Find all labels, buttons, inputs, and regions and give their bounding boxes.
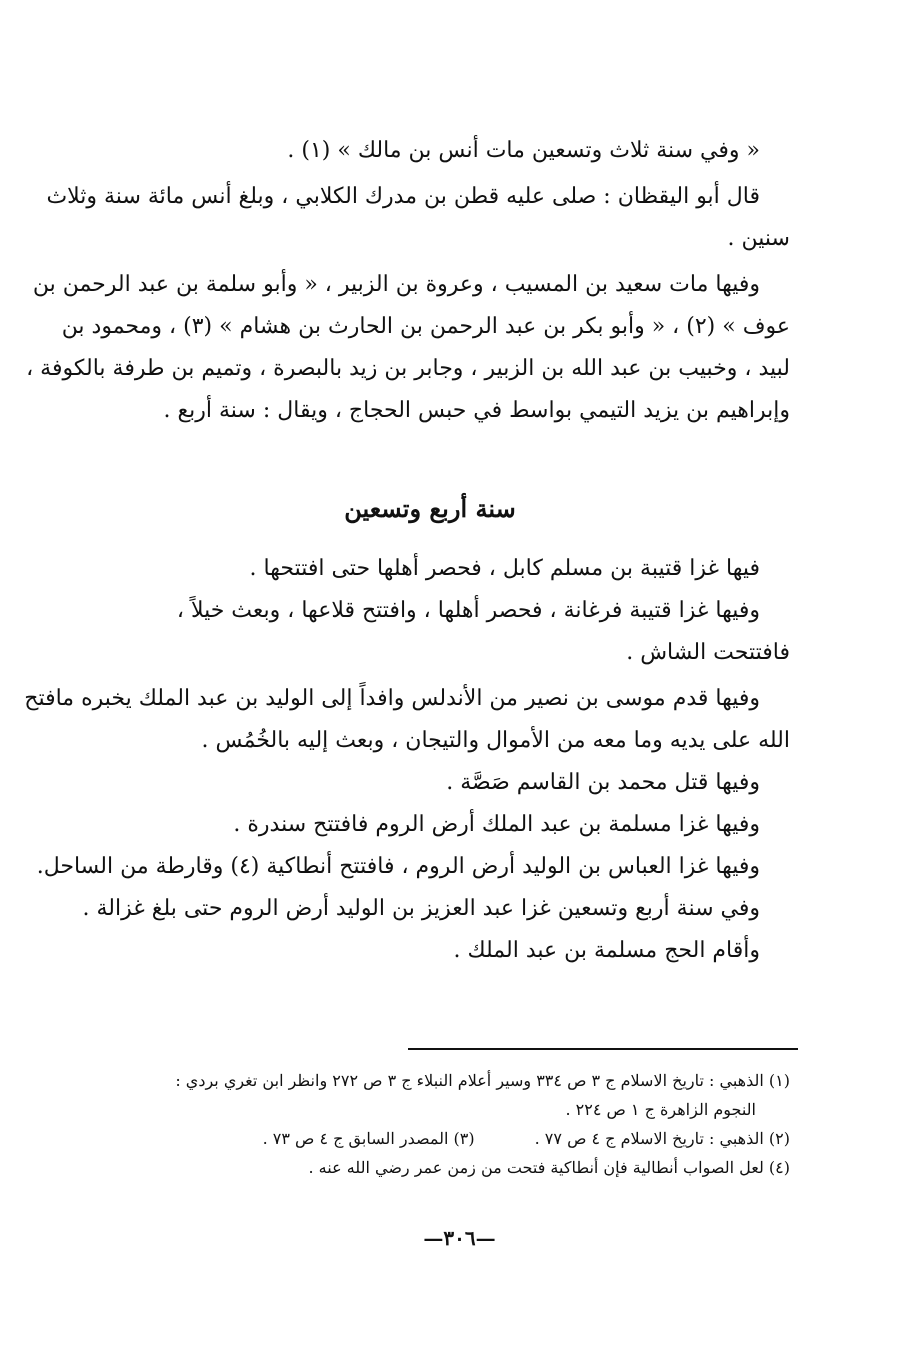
text-line: وفيها قدم موسى بن نصير من الأندلس وافداً إلى الوليد بن عبد الملك يخبره مافتح <box>24 686 760 711</box>
footnote-1-continuation: النجوم الزاهرة ج ١ ص ٢٢٤ . <box>565 1100 756 1119</box>
text-line: وإبراهيم بن يزيد التيمي بواسط في حبس الحجاج ، ويقال : سنة أربع . <box>163 398 790 423</box>
text-line: الله على يديه وما معه من الأموال والتيجان ، وبعث إليه بالخُمُس . <box>201 728 790 753</box>
footnote-1: (١) الذهبي : تاريخ الاسلام ج ٣ ص ٣٣٤ وسير أعلام النبلاء ج ٣ ص ٢٧٢ وانظر ابن تغري بردي : <box>175 1071 790 1090</box>
footnotes <box>70 1066 790 1182</box>
footnote-row <box>70 1124 790 1153</box>
text-line: وفيها غزا مسلمة بن عبد الملك أرض الروم فافتتح سندرة . <box>233 812 760 837</box>
footnote-divider <box>408 1048 798 1050</box>
text-line: وأقام الحج مسلمة بن عبد الملك . <box>453 938 760 963</box>
text-line: وفي سنة أربع وتسعين غزا عبد العزيز بن الوليد أرض الروم حتى بلغ غزالة . <box>82 896 760 921</box>
text-line: فافتتحت الشاش . <box>626 640 790 665</box>
text-line: سنين . <box>727 226 790 251</box>
text-line: « وفي سنة ثلاث وتسعين مات أنس بن مالك » (١) . <box>287 138 760 163</box>
main-text <box>24 130 790 972</box>
text-line: وفيها قتل محمد بن القاسم صَصَّة . <box>446 770 760 795</box>
text-line: قال أبو اليقظان : صلى عليه قطن بن مدرك الكلابي ، وبلغ أنس مائة سنة وثلاث <box>46 184 760 209</box>
footnote-3: (٣) المصدر السابق ج ٤ ص ٧٣ . <box>262 1129 475 1148</box>
text-line: وفيها غزا العباس بن الوليد أرض الروم ، فافتتح أنطاكية (٤) وقارطة من الساحل. <box>36 854 760 879</box>
text-line: وفيها مات سعيد بن المسيب ، وعروة بن الزبير ، « وأبو سلمة بن عبد الرحمن بن <box>32 272 760 297</box>
text-line: عوف » (٢) ، « وأبو بكر بن عبد الرحمن بن الحارث بن هشام » (٣) ، ومحمود بن <box>61 314 790 339</box>
text-line: فيها غزا قتيبة بن مسلم كابل ، فحصر أهلها حتى افتتحها . <box>249 556 760 581</box>
section-heading: سنة أربع وتسعين <box>344 494 516 523</box>
page-number: —٣٠٦— <box>423 1226 496 1250</box>
footnote-2: (٢) الذهبي : تاريخ الاسلام ج ٤ ص ٧٧ . <box>534 1129 790 1148</box>
text-line: لبيد ، وخبيب بن عبد الله بن الزبير ، وجابر بن زيد بالبصرة ، وتميم بن طرفة بالكوفة ، <box>26 356 790 381</box>
footnote-4: (٤) لعل الصواب أنطالية فإن أنطاكية فتحت من زمن عمر رضي الله عنه . <box>308 1158 790 1177</box>
text-line: وفيها غزا قتيبة فرغانة ، فحصر أهلها ، وافتتح قلاعها ، وبعث خيلاً ، <box>176 598 760 623</box>
